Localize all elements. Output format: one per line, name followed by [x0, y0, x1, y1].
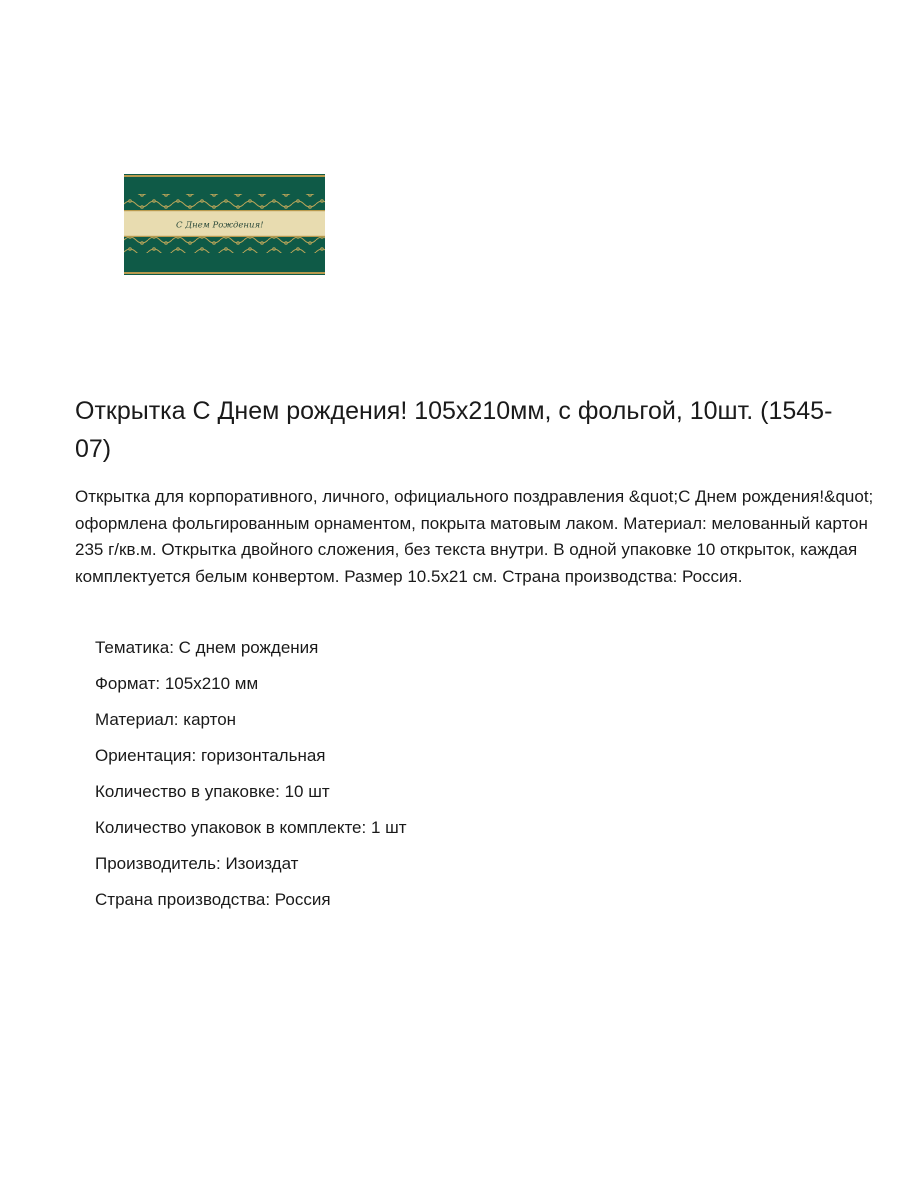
greeting-card-image: [124, 174, 325, 275]
product-specs-list: [95, 630, 407, 918]
spec-orientation: Ориентация: горизонтальная: [95, 746, 326, 765]
spec-country: Страна производства: Россия: [95, 890, 331, 909]
spec-theme: Тематика: С днем рождения: [95, 638, 319, 657]
spec-format: Формат: 105x210 мм: [95, 674, 259, 693]
product-title: Открытка С Днем рождения! 105х210мм, с фольгой, 10шт. (1545-07): [75, 397, 833, 463]
spec-packs-per-set: Количество упаковок в комплекте: 1 шт: [95, 818, 407, 837]
spec-material: Материал: картон: [95, 710, 237, 729]
spec-manufacturer: Производитель: Изоиздат: [95, 854, 299, 873]
product-image: [124, 174, 325, 275]
spec-quantity-per-pack: Количество в упаковке: 10 шт: [95, 782, 330, 801]
card-inscription: С Днем Рождения!: [176, 220, 264, 231]
product-description: Открытка для корпоративного, личного, официального поздравления &quot;С Днем рождения!&quot; оформлена фольгированным орнаментом, покрыта матовым лаком. Материал: мелованный картон 235 г/кв.м. Открытка двойного сложения, без текста внутри. В одной упаковке 10 открыток, каждая комплектуется белым конвертом. Размер 10.5х21 см. Страна производства: Россия.: [75, 487, 874, 586]
